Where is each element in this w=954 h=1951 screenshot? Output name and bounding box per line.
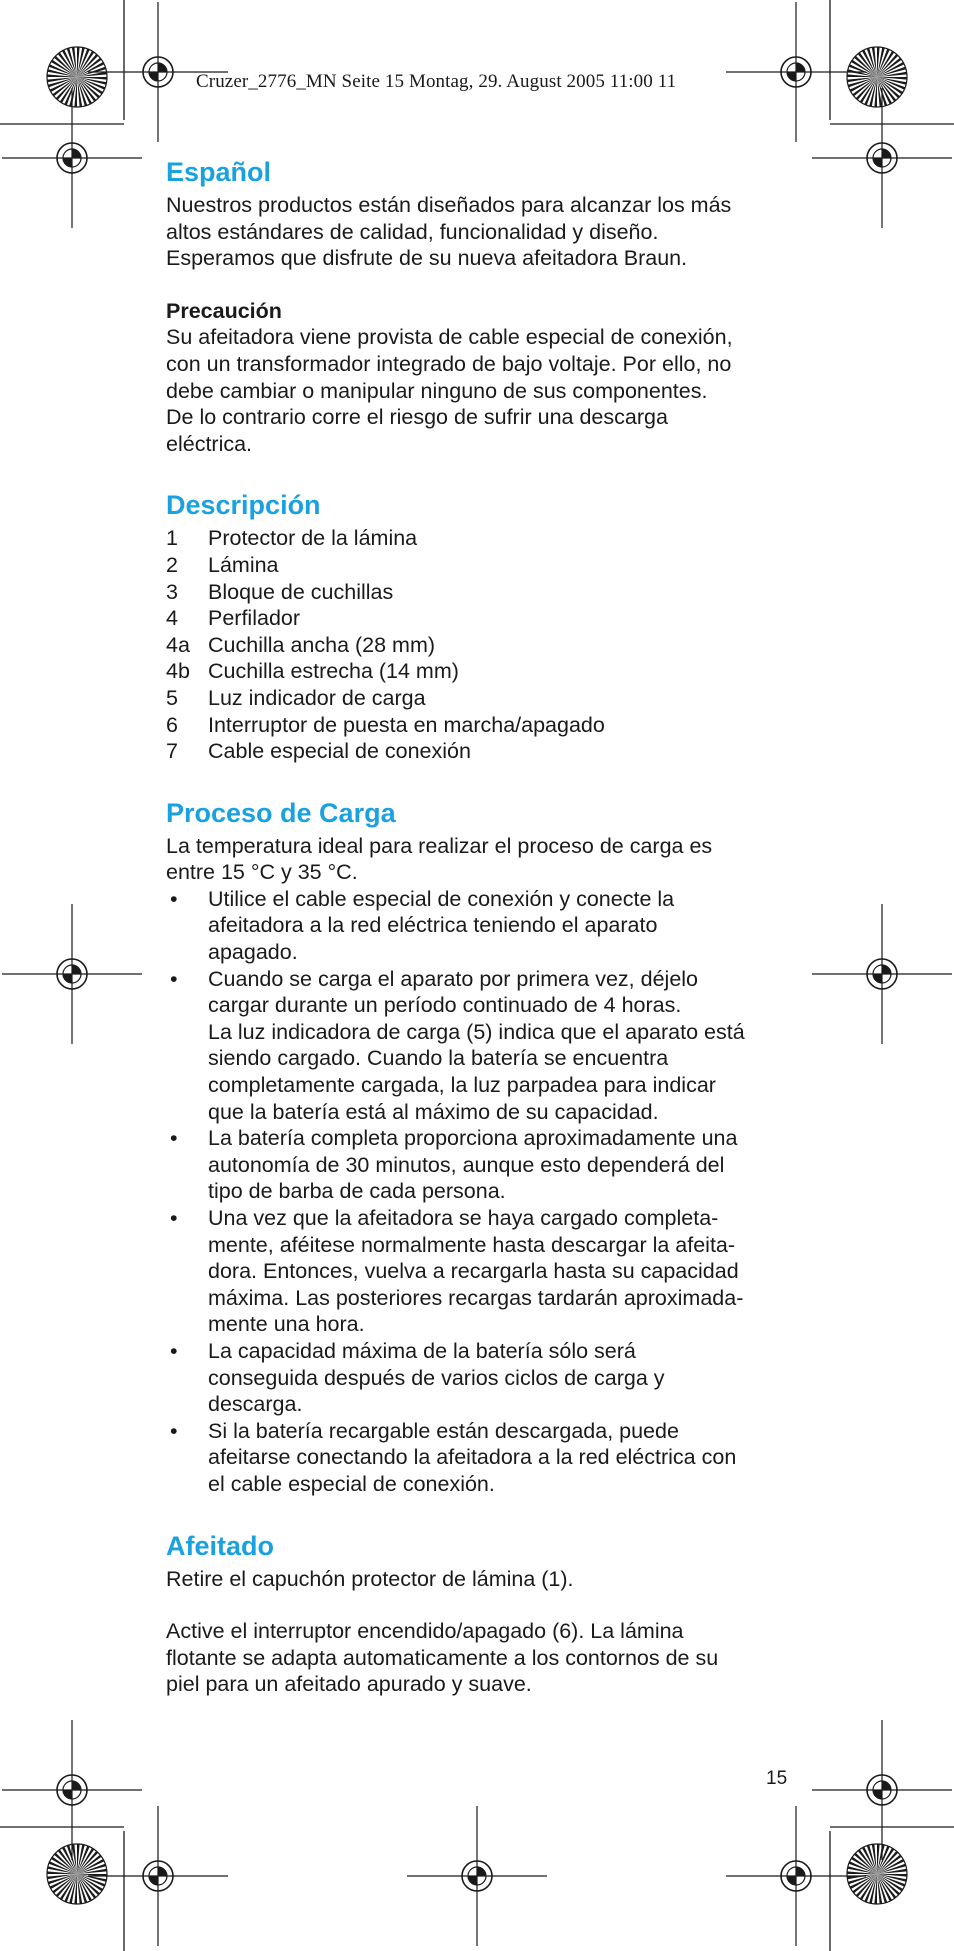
bullet-line: cargar durante un período continuado de 4 horas. [208,993,682,1018]
bullet-line: Una vez que la afeitadora se haya cargado completa- [208,1206,719,1230]
charging-intro [166,833,806,886]
bullet-line: afeitarse conectando la afeitadora a la red eléctrica con [208,1445,737,1470]
caution-line: Su afeitadora viene provista de cable especial de conexión, [166,325,733,350]
bullet-line: siendo cargado. Cuando la batería se encuentra [208,1046,669,1071]
bullet-line: el cable especial de conexión. [208,1471,495,1496]
bullet-line: descarga. [208,1392,303,1417]
starburst-mark [47,1844,107,1904]
parts-list-item [166,552,806,579]
item-number: 6 [166,712,178,737]
bullet-item [166,1125,806,1205]
charging-bullet-list [166,886,806,1498]
parts-list-item [166,738,806,765]
bullet-line: La capacidad máxima de la batería sólo será [208,1338,636,1363]
manual-page-content [166,152,806,1698]
crosshair-mark [2,88,142,228]
shaving-paragraph-2 [166,1618,806,1698]
caution-line: con un transformador integrado de bajo voltaje. Por ello, no [166,351,732,376]
item-number: 4a [166,632,190,657]
bullet-line: La batería completa proporciona aproximadamente una [208,1126,738,1151]
parts-list-item [166,579,806,606]
bullet-item [166,1205,806,1338]
bullet-line: máxima. Las posteriores recargas tardarán aproximada- [208,1285,744,1310]
crosshair-mark [812,88,952,228]
bullet-marker: • [170,1338,178,1363]
bullet-marker: • [170,1418,178,1443]
crosshair-mark [407,1806,547,1946]
item-text: Cuchilla ancha (28 mm) [208,632,436,657]
caution-line: De lo contrario corre el riesgo de sufrir una descarga [166,405,668,430]
print-slug-line: Cruzer_2776_MN Seite 15 Montag, 29. August 2005 11:00 11 [196,71,677,92]
item-number: 5 [166,685,178,710]
section-heading-espanol: Español [166,157,272,187]
bullet-marker: • [170,966,178,991]
section-heading-descripcion: Descripción [166,490,321,521]
parts-list-item [166,685,806,712]
item-text: Cuchilla estrecha (14 mm) [208,659,459,684]
item-number: 3 [166,579,178,604]
charging-intro-line: entre 15 °C y 35 °C. [166,860,358,885]
section-heading-proceso-de-carga: Proceso de Carga [166,797,396,828]
bullet-item [166,886,806,966]
item-text: Luz indicador de carga [208,685,426,710]
crosshair-mark [2,1720,142,1860]
page-number: 15 [766,1768,788,1789]
caution-line: eléctrica. [166,431,253,456]
intro-line: Esperamos que disfrute de su nueva afeitadora Braun. [166,246,688,271]
bullet-line: apagado. [208,940,298,965]
bullet-line: afeitadora a la red eléctrica teniendo el aparato [208,913,658,938]
starburst-mark [847,1844,907,1904]
intro-line: Nuestros productos están diseñados para alcanzar los más [166,193,732,217]
bullet-line: Cuando se carga el aparato por primera vez, déjelo [208,966,699,991]
item-number: 1 [166,526,178,551]
parts-list-item [166,712,806,739]
bullet-item [166,1418,806,1498]
caution-title: Precaución [166,298,282,323]
bullet-line: mente una hora. [208,1312,365,1337]
item-text: Cable especial de conexión [208,739,471,764]
intro-paragraph [166,192,806,272]
bullet-line: completamente cargada, la luz parpadea para indicar [208,1073,716,1098]
bullet-line: dora. Entonces, vuelva a recargarla hasta su capacidad [208,1259,739,1284]
bullet-line: tipo de barba de cada persona. [208,1179,506,1204]
bullet-line: conseguida después de varios ciclos de carga y [208,1365,665,1390]
shaving-line: Active el interruptor encendido/apagado (6). La lámina [166,1619,684,1644]
bullet-line: Si la batería recargable están descargada, puede [208,1418,679,1443]
parts-list-item [166,525,806,552]
bullet-line: Utilice el cable especial de conexión y conecte la [208,886,675,911]
item-number: 4b [166,659,190,684]
bullet-marker: • [170,886,178,911]
parts-list-item [166,605,806,632]
charging-intro-line: La temperatura ideal para realizar el proceso de carga es [166,833,713,858]
bullet-line: que la batería está al máximo de su capacidad. [208,1099,659,1124]
item-number: 7 [166,739,178,764]
crosshair-mark [812,904,952,1044]
starburst-mark [47,47,107,107]
bullet-line: autonomía de 30 minutos, aunque esto dependerá del [208,1152,725,1177]
bullet-line: mente, aféitese normalmente hasta descargar la afeita- [208,1232,736,1257]
parts-list [166,525,806,764]
item-text: Bloque de cuchillas [208,579,394,604]
caution-line: debe cambiar o manipular ninguno de sus componentes. [166,378,708,403]
bullet-item [166,1338,806,1418]
intro-line: altos estándares de calidad, funcionalidad y diseño. [166,219,659,244]
bullet-marker: • [170,1206,178,1230]
item-number: 4 [166,606,178,631]
shaving-line: flotante se adapta automaticamente a los contornos de su [166,1645,719,1670]
starburst-mark [847,47,907,107]
item-text: Protector de la lámina [208,526,418,551]
shaving-line: piel para un afeitado apurado y suave. [166,1672,532,1697]
section-heading-afeitado: Afeitado [166,1530,274,1561]
shaving-paragraph-1: Retire el capuchón protector de lámina (1). [166,1566,574,1591]
bullet-marker: • [170,1126,178,1151]
caution-paragraph [166,324,806,457]
item-text: Lámina [208,552,279,577]
item-number: 2 [166,552,178,577]
item-text: Interruptor de puesta en marcha/apagado [208,712,605,737]
bullet-item [166,966,806,1126]
crosshair-mark [2,904,142,1044]
crosshair-mark [812,1720,952,1860]
item-text: Perfilador [208,606,301,631]
bullet-line: La luz indicadora de carga (5) indica que el aparato está [208,1019,745,1044]
parts-list-item [166,632,806,659]
parts-list-item [166,658,806,685]
crosshair-mark [726,2,866,142]
